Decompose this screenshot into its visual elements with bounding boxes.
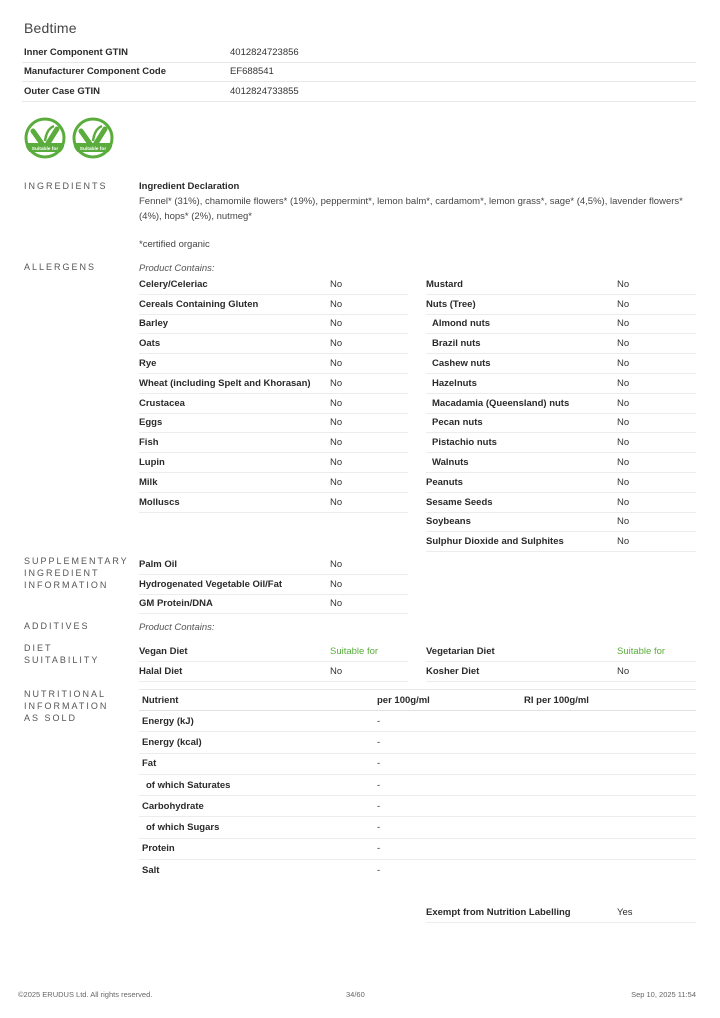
allergen-label: Pistachio nuts xyxy=(432,437,497,449)
allergen-label: Brazil nuts xyxy=(432,338,481,350)
table-row xyxy=(426,493,696,513)
allergen-label: Hazelnuts xyxy=(432,377,477,389)
allergen-label: Cereals Containing Gluten xyxy=(139,298,259,310)
allergens-left-table xyxy=(139,275,408,513)
allergen-label: Rye xyxy=(139,358,157,370)
nutrient-label: Carbohydrate xyxy=(142,800,204,812)
allergen-label: Almond nuts xyxy=(432,318,491,330)
allergen-value: No xyxy=(617,437,630,449)
table-row xyxy=(139,595,408,615)
allergen-label: Wheat (including Spelt and Khorasan) xyxy=(139,377,311,389)
table-row xyxy=(139,493,408,513)
footer-copyright: ©2025 ERUDUS Ltd. All rights reserved. xyxy=(18,990,153,999)
section-diet: DIET SUITABILITY xyxy=(24,643,100,665)
ingredient-note: *certified organic xyxy=(139,239,210,250)
diet-label: Halal Diet xyxy=(139,665,183,677)
supplementary-label: Palm Oil xyxy=(139,558,178,570)
diet-value: Suitable for xyxy=(330,645,379,657)
table-row xyxy=(139,275,408,295)
allergen-label: Peanuts xyxy=(426,476,463,488)
table-row xyxy=(426,453,696,473)
section-additives: ADDITIVES xyxy=(24,621,90,631)
table-row xyxy=(426,532,696,552)
identifier-label: Outer Case GTIN xyxy=(24,85,101,97)
allergen-label: Molluscs xyxy=(139,496,180,508)
table-row xyxy=(139,796,696,817)
nutrient-value: - xyxy=(377,843,381,855)
allergen-value: No xyxy=(617,358,630,370)
nutrient-value: - xyxy=(377,864,381,876)
identifier-table xyxy=(22,43,696,102)
allergen-value: No xyxy=(617,338,630,350)
nutrient-value: - xyxy=(377,800,381,812)
table-row xyxy=(139,433,408,453)
table-row xyxy=(426,275,696,295)
allergen-value: No xyxy=(330,377,343,389)
nutrition-table xyxy=(139,689,696,880)
identifier-value: 4012824723856 xyxy=(230,46,299,58)
allergen-label: Crustacea xyxy=(139,397,185,409)
table-row xyxy=(426,374,696,394)
supplementary-value: No xyxy=(330,558,343,570)
section-allergens: ALLERGENS xyxy=(24,262,97,272)
allergen-value: No xyxy=(617,496,630,508)
exempt-row xyxy=(426,903,696,923)
allergen-value: No xyxy=(330,437,343,449)
allergen-label: Celery/Celeriac xyxy=(139,278,208,290)
table-row xyxy=(426,315,696,335)
nutrition-header-ri: RI per 100g/ml xyxy=(524,694,589,706)
section-nutrition: NUTRITIONAL INFORMATION AS SOLD xyxy=(24,689,109,723)
footer-page-number: 34/60 xyxy=(346,990,365,999)
table-row xyxy=(426,433,696,453)
allergens-right-table xyxy=(426,275,696,552)
nutrition-header-nutrient: Nutrient xyxy=(142,694,179,706)
table-row xyxy=(139,662,408,682)
table-row xyxy=(426,334,696,354)
diet-label: Kosher Diet xyxy=(426,665,480,677)
allergen-value: No xyxy=(617,417,630,429)
ingredient-heading: Ingredient Declaration xyxy=(139,181,240,192)
table-row xyxy=(139,414,408,434)
identifier-row xyxy=(22,82,696,102)
identifier-row xyxy=(22,43,696,63)
allergen-label: Walnuts xyxy=(432,457,469,469)
allergen-label: Lupin xyxy=(139,457,165,469)
allergen-label: Cashew nuts xyxy=(432,358,491,370)
allergen-value: No xyxy=(617,457,630,469)
ingredient-text: Fennel* (31%), chamomile flowers* (19%), peppermint*, lemon balm*, cardamom*, lemon grass*, sage* (4,5%), lavender flowers* (4%), hops* (2%), nutmeg* xyxy=(139,196,683,222)
nutrient-value: - xyxy=(377,822,381,834)
page-title: Bedtime xyxy=(24,20,77,36)
nutrient-value: - xyxy=(377,779,381,791)
allergen-label: Mustard xyxy=(426,278,463,290)
allergen-value: No xyxy=(330,476,343,488)
table-row xyxy=(139,473,408,493)
table-row xyxy=(139,295,408,315)
diet-value: No xyxy=(617,665,630,677)
section-ingredients: INGREDIENTS xyxy=(24,181,108,191)
table-row xyxy=(139,817,696,838)
allergen-label: Macadamia (Queensland) nuts xyxy=(432,397,570,409)
nutrient-value: - xyxy=(377,736,381,748)
diet-label: Vegetarian Diet xyxy=(426,645,495,657)
allergen-value: No xyxy=(330,417,343,429)
allergen-value: No xyxy=(617,397,630,409)
allergen-value: No xyxy=(617,377,630,389)
allergen-value: No xyxy=(330,397,343,409)
supplementary-value: No xyxy=(330,578,343,590)
nutrient-label: Salt xyxy=(142,864,160,876)
table-row xyxy=(139,839,696,860)
table-row xyxy=(139,642,408,662)
nutrient-label: of which Sugars xyxy=(146,822,220,834)
table-row xyxy=(426,473,696,493)
allergen-value: No xyxy=(330,457,343,469)
additives-intro: Product Contains: xyxy=(139,622,215,633)
allergen-value: No xyxy=(330,318,343,330)
allergen-label: Fish xyxy=(139,437,159,449)
allergen-value: No xyxy=(330,298,343,310)
table-row xyxy=(426,394,696,414)
allergen-label: Soybeans xyxy=(426,516,471,528)
allergens-intro: Product Contains: xyxy=(139,263,215,274)
table-row xyxy=(139,775,696,796)
allergen-value: No xyxy=(330,338,343,350)
identifier-value: 4012824733855 xyxy=(230,85,299,97)
allergen-value: No xyxy=(617,476,630,488)
table-row xyxy=(139,555,408,575)
identifier-row xyxy=(22,63,696,83)
allergen-label: Barley xyxy=(139,318,169,330)
vegetarian-badge-icon xyxy=(72,117,114,159)
nutrient-label: of which Saturates xyxy=(146,779,231,791)
table-row xyxy=(139,354,408,374)
table-row xyxy=(426,414,696,434)
diet-value: No xyxy=(330,665,343,677)
nutrient-value: - xyxy=(377,758,381,770)
table-row xyxy=(139,575,408,595)
nutrient-label: Fat xyxy=(142,758,157,770)
table-row xyxy=(139,711,696,732)
allergen-label: Pecan nuts xyxy=(432,417,483,429)
nutrient-label: Protein xyxy=(142,843,175,855)
allergen-label: Milk xyxy=(139,476,158,488)
exempt-value: Yes xyxy=(617,907,633,918)
table-row xyxy=(139,860,696,880)
diet-label: Vegan Diet xyxy=(139,645,188,657)
allergen-value: No xyxy=(617,298,630,310)
table-row xyxy=(139,374,408,394)
diet-badges xyxy=(24,117,114,159)
table-row xyxy=(139,394,408,414)
table-row xyxy=(426,642,696,662)
table-row xyxy=(426,354,696,374)
supplementary-value: No xyxy=(330,598,343,610)
diet-right-table xyxy=(426,642,696,682)
diet-value: Suitable for xyxy=(617,645,666,657)
table-row xyxy=(426,295,696,315)
allergen-label: Sulphur Dioxide and Sulphites xyxy=(426,536,564,548)
allergen-label: Sesame Seeds xyxy=(426,496,493,508)
allergen-value: No xyxy=(330,358,343,370)
identifier-value: EF688541 xyxy=(230,66,274,78)
nutrient-label: Energy (kcal) xyxy=(142,736,202,748)
badge-label: Suitable for xyxy=(31,147,59,152)
supplementary-label: GM Protein/DNA xyxy=(139,598,213,610)
section-supplementary: SUPPLEMENTARY INGREDIENT INFORMATION xyxy=(24,556,129,590)
allergen-label: Nuts (Tree) xyxy=(426,298,476,310)
allergen-value: No xyxy=(330,496,343,508)
table-row xyxy=(139,754,696,775)
footer-date: Sep 10, 2025 11:54 xyxy=(631,990,696,999)
table-row xyxy=(139,315,408,335)
allergen-label: Eggs xyxy=(139,417,163,429)
supplementary-table xyxy=(139,555,408,614)
nutrition-header-per100: per 100g/ml xyxy=(377,694,430,706)
allergen-value: No xyxy=(617,516,630,528)
allergen-value: No xyxy=(330,278,343,290)
nutrition-header xyxy=(139,689,696,711)
supplementary-label: Hydrogenated Vegetable Oil/Fat xyxy=(139,578,283,590)
identifier-label: Manufacturer Component Code xyxy=(24,66,166,78)
allergen-value: No xyxy=(617,278,630,290)
identifier-label: Inner Component GTIN xyxy=(24,46,128,58)
diet-left-table xyxy=(139,642,408,682)
nutrient-value: - xyxy=(377,715,381,727)
nutrient-label: Energy (kJ) xyxy=(142,715,194,727)
table-row xyxy=(426,662,696,682)
vegan-badge-icon xyxy=(24,117,66,159)
table-row xyxy=(139,334,408,354)
badge-label: Suitable for xyxy=(79,147,107,152)
allergen-value: No xyxy=(617,536,630,548)
table-row xyxy=(426,513,696,533)
allergen-label: Oats xyxy=(139,338,161,350)
table-row xyxy=(139,732,696,753)
exempt-label: Exempt from Nutrition Labelling xyxy=(426,907,571,918)
allergen-value: No xyxy=(617,318,630,330)
table-row xyxy=(139,453,408,473)
